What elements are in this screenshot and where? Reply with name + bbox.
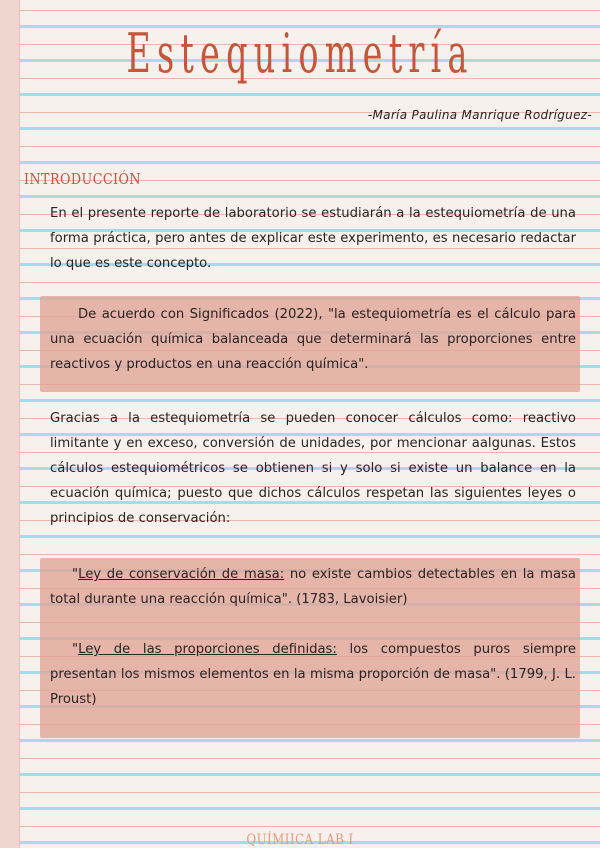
conservation-paragraph: Gracias a la estequiometría se pueden conocer cálculos como: reactivo limitante y en exceso, conversión de unidades, por mencionar aalgunas. Estos cálculos estequiométricos se obtienen si y solo si existe un balance en la ecuación química; puesto que dichos cálculos respetan las siguientes leyes o principios de conservación: <box>50 411 576 526</box>
document-title: Estequiometría <box>126 22 474 85</box>
law-2-text: los compuestos puros siempre presentan los mismos elementos en la misma proporción de masa". (1799, J. L. Proust) <box>50 642 576 707</box>
law-1-name: Ley de conservación de masa: <box>78 567 285 582</box>
section-heading-introduccion: INTRODUCCIÓN <box>24 170 141 188</box>
law-1-open-quote: " <box>72 567 79 582</box>
law-conservation-mass <box>50 562 576 612</box>
definition-quote: De acuerdo con Significados (2022), "la estequiometría es el cálculo para una ecuación química balanceada que determinará las proporciones entre reactivos y productos en una reacción química". <box>50 307 576 372</box>
left-margin-strip <box>0 0 20 848</box>
law-2-open-quote: " <box>72 642 79 657</box>
law-1-text: no existe cambios detectables en la masa total durante una reacción química". (1783, Lavoisier) <box>50 567 577 607</box>
page-footer: QUÍMIICA LAB I <box>246 832 354 848</box>
law-definite-proportions <box>50 637 576 712</box>
author-name: -María Paulina Manrique Rodríguez- <box>367 108 592 122</box>
law-2-name: Ley de las proporciones definidas: <box>78 642 337 657</box>
intro-paragraph: En el presente reporte de laboratorio se estudiarán a la estequiometría de una forma práctica, pero antes de explicar este experimento, es necesario redactar lo que es este concepto. <box>50 206 576 271</box>
